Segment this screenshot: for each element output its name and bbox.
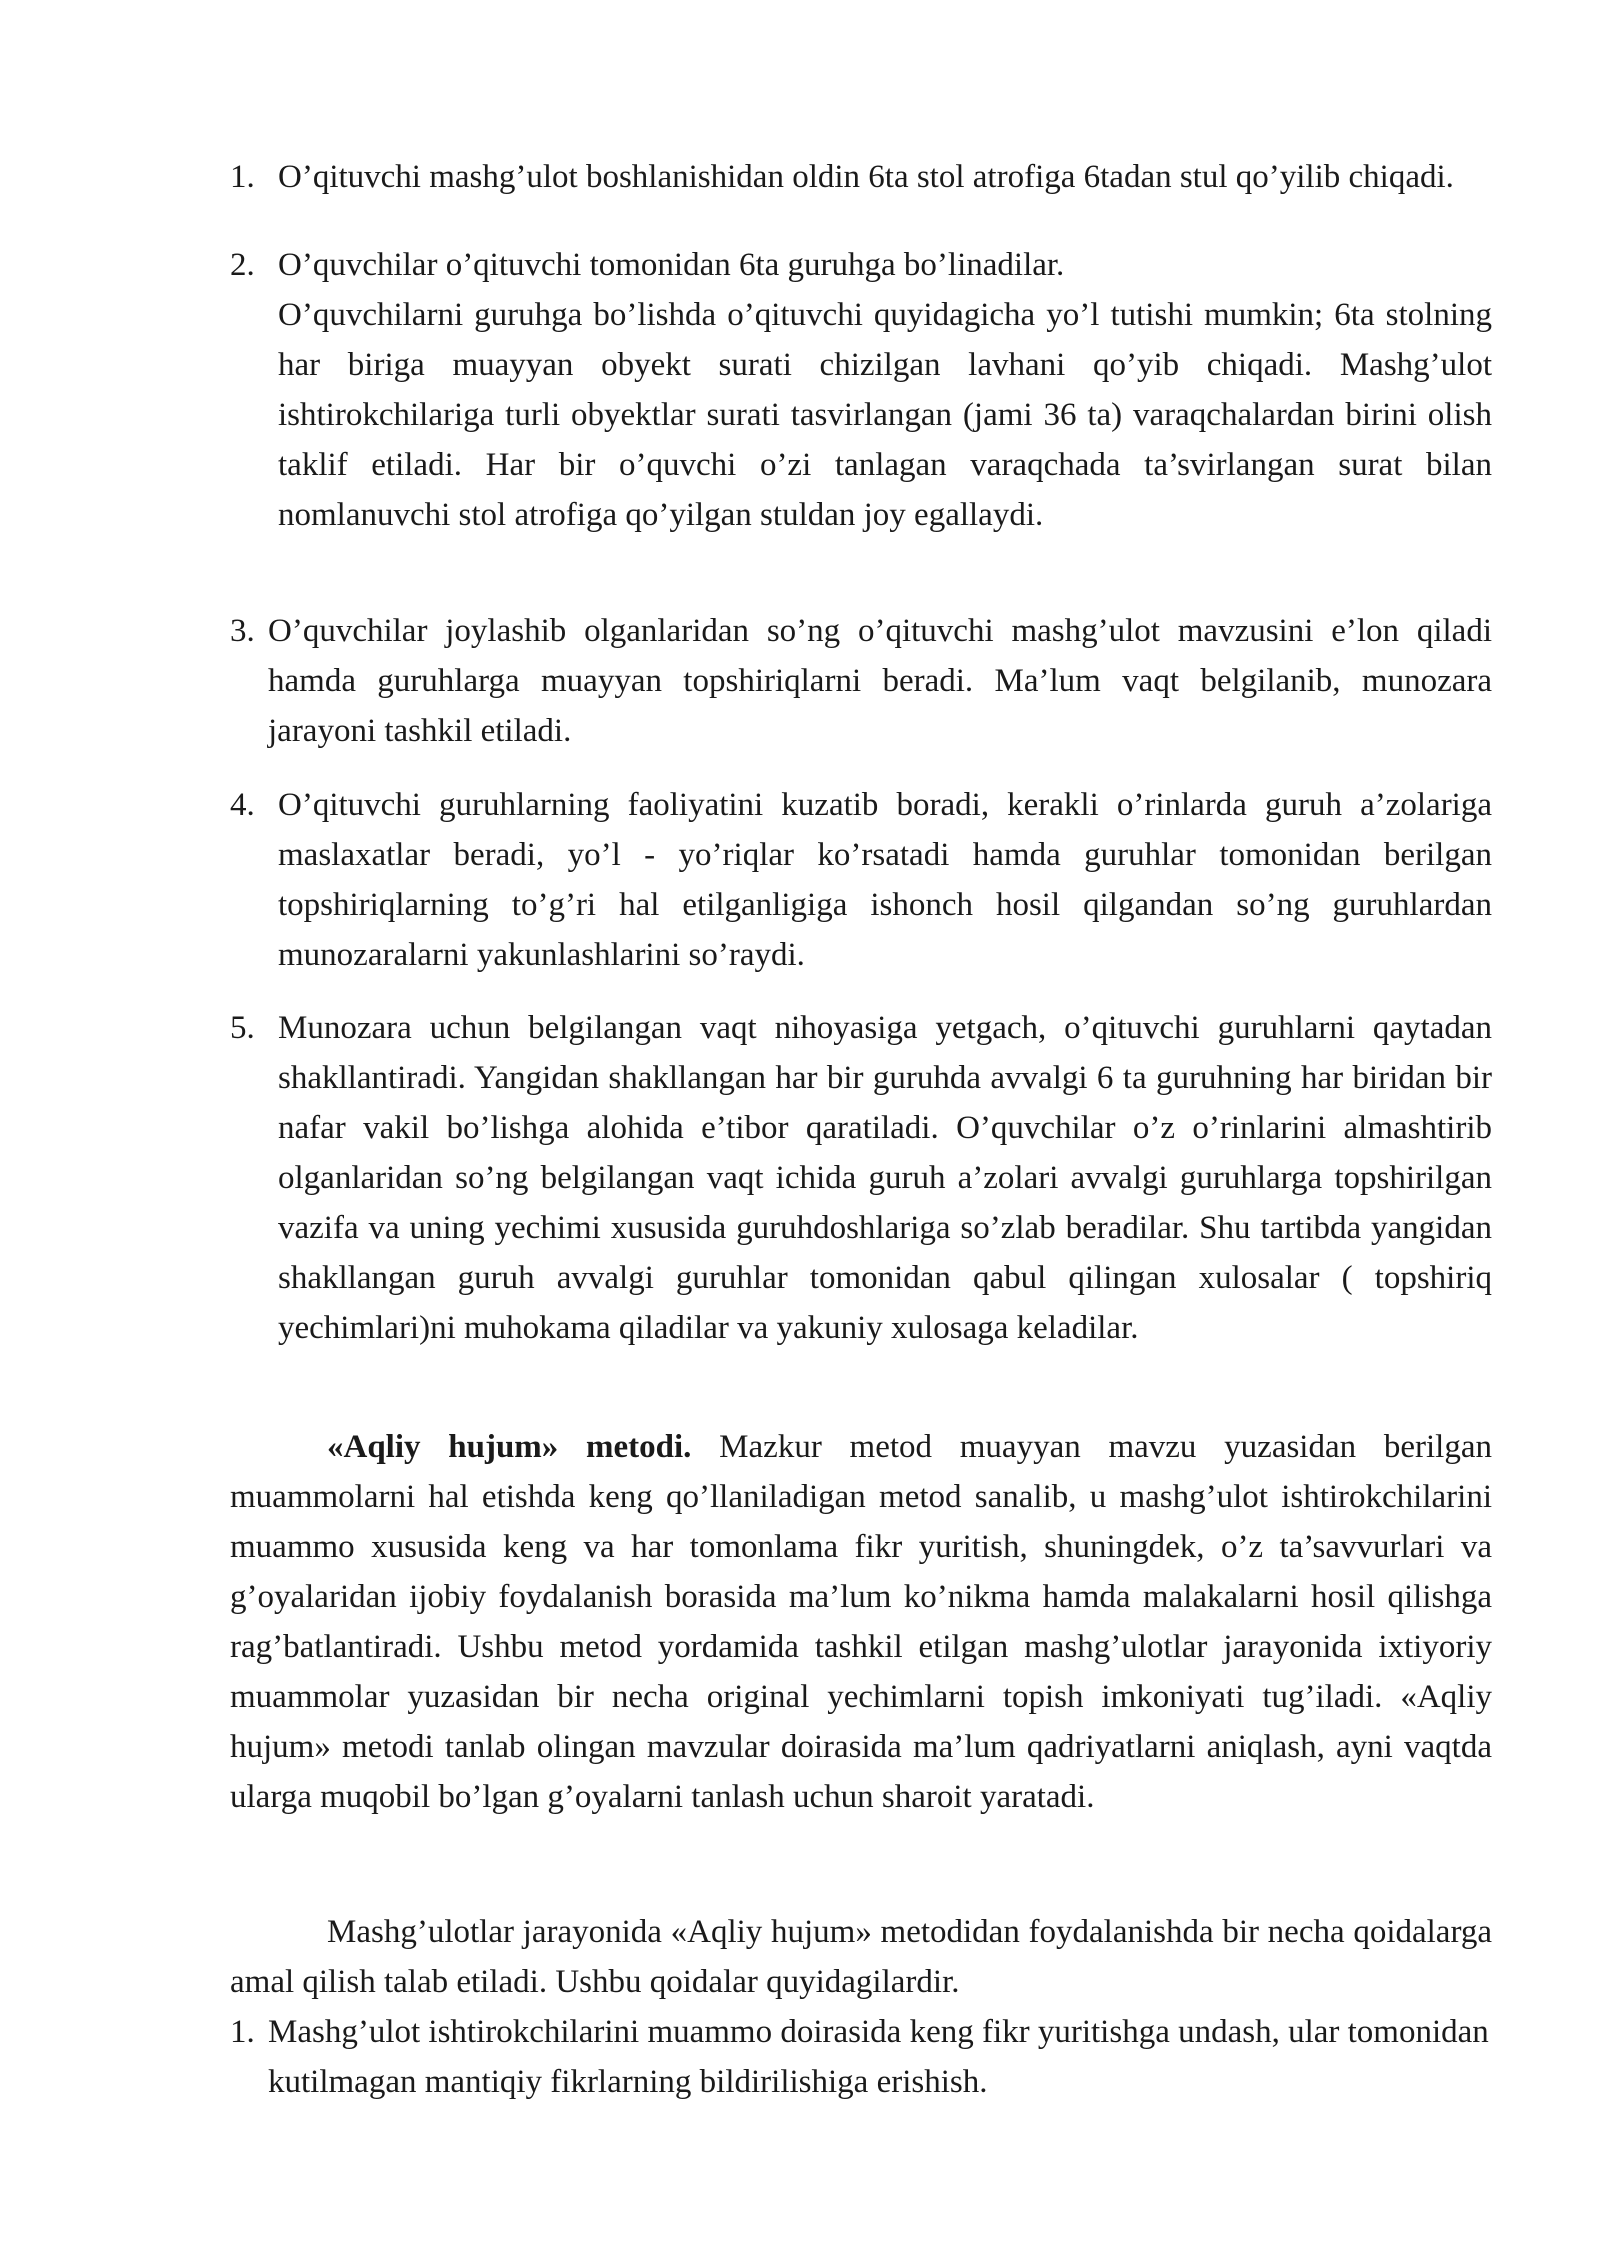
list-number: 3. [230,613,255,649]
list-number: 2. [230,247,255,283]
rules-intro-paragraph: Mashg’ulotlar jarayonida «Aqliy hujum» metodidan foydalanishda bir necha qoidalarga amal qilish talab etiladi. Ushbu qoidalar quyidagilardir. [230,1914,1492,2000]
method-title: «Aqliy hujum» metodi. [327,1429,692,1465]
list-item-2 [230,240,1492,540]
list-number: 1. [230,159,255,195]
list-text: O’quvchilar o’qituvchi tomonidan 6ta guruhga bo’linadilar. [278,247,1065,283]
list-text: O’qituvchi mashg’ulot boshlanishidan oldin 6ta stol atrofiga 6tadan stul qo’yilib chiqadi. [278,159,1454,195]
method-paragraph [230,1422,1492,1822]
list-item-4 [230,780,1492,980]
list-text: Mashg’ulot ishtirokchilarini muammo doirasida keng fikr yuritishga undash, ular tomonidan kutilmagan mantiqiy fikrlarning bildirilishiga erishish. [268,2014,1489,2100]
list-text: Munozara uchun belgilangan vaqt nihoyasiga yetgach, o’qituvchi guruhlarni qaytadan shakllantiradi. Yangidan shakllangan har bir guruhda avvalgi 6 ta guruhning har biridan bir nafar vakil bo’lishga alohida e’tibor qaratiladi. O’quvchilar o’z o’rinlarini almashtirib olganlaridan so’ng belgilangan vaqt ichida guruh a’zolari avvalgi guruhlarga topshirilgan vazifa va uning yechimi xususida guruhdoshlariga so’zlab beradilar. Shu tartibda yangidan shakllangan guruh avvalgi guruhlar tomonidan qabul qilingan xulosalar ( topshiriq yechimlari)ni muhokama qiladilar va yakuniy xulosaga keladilar. [278,1010,1492,1346]
list-text: O’quvchilar joylashib olganlaridan so’ng o’qituvchi mashg’ulot mavzusini e’lon qiladi hamda guruhlarga muayyan topshiriqlarni beradi. Ma’lum vaqt belgilanib, munozara jarayoni tashkil etiladi. [268,613,1492,749]
list-number: 5. [230,1010,255,1046]
list-item-3 [230,606,1492,756]
list-text: O’qituvchi guruhlarning faoliyatini kuzatib boradi, kerakli o’rinlarda guruh a’zolariga maslaxatlar beradi, yo’l - yo’riqlar ko’rsatadi hamda guruhlar tomonidan berilgan topshiriqlarning to’g’ri hal etilganligiga ishonch hosil qilgandan so’ng guruhlardan munozaralarni yakunlashlarini so’raydi. [278,787,1492,973]
list-item-2-detail: O’quvchilarni guruhga bo’lishda o’qituvchi quyidagicha yo’l tutishi mumkin; 6ta stolning har biriga muayyan obyekt surati chizilgan lavhani qo’yib chiqadi. Mashg’ulot ishtirokchilariga turli obyektlar surati tasvirlangan (jami 36 ta) varaqchalardan birini olish taklif etiladi. Har bir o’quvchi o’zi tanlagan varaqchada ta’svirlangan surat bilan nomlanuvchi stol atrofiga qo’yilgan stuldan joy egallaydi. [278,297,1492,533]
list-item-5 [230,1003,1492,1353]
method-text: Mazkur metod muayyan mavzu yuzasidan berilgan muammolarni hal etishda keng qo’llaniladigan metod sanalib, u mashg’ulot ishtirokchilarini muammo xususida keng va har tomonlama fikr yuritish, shuningdek, o’z ta’savvurlari va g’oyalaridan ijobiy foydalanish borasida ma’lum ko’nikma hamda malakalarni hosil qilishga rag’batlantiradi. Ushbu metod yordamida tashkil etilgan mashg’ulotlar jarayonida ixtiyoriy muammolar yuzasidan bir necha original yechimlarni topish imkoniyati tug’iladi. «Aqliy hujum» metodi tanlab olingan mavzular doirasida ma’lum qadriyatlarni aniqlash, ayni vaqtda ularga muqobil bo’lgan g’oyalarni tanlash uchun sharoit yaratadi. [230,1429,1492,1815]
rule-item-1 [230,2007,1492,2107]
list-number: 1. [230,2014,255,2050]
list-number: 4. [230,787,255,823]
list-item-1 [230,152,1492,202]
